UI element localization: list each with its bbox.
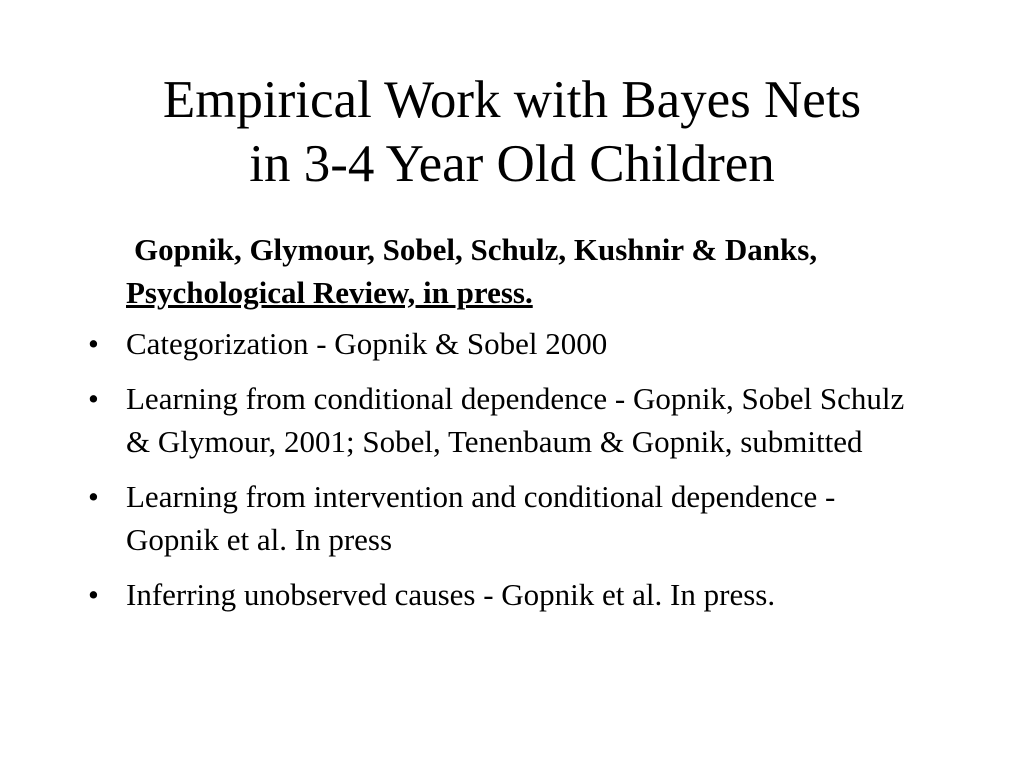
slide-title-line-2: in 3-4 Year Old Children [249,135,775,193]
bullet-list [0,322,1024,628]
slide-title [40,68,984,196]
bullet-text: Learning from conditional dependence - Gopnik, Sobel Schulz & Glymour, 2001; Sobel, Tenenbaum & Gopnik, submitted [126,381,905,459]
bullet-item-intervention [0,475,926,561]
bullet-item-categorization [0,322,926,365]
bullet-text: Learning from intervention and conditional dependence - Gopnik et al. In press [126,479,836,557]
bullet-icon: • [88,577,99,612]
bullet-icon: • [88,381,99,416]
citation-authors: Gopnik, Glymour, Sobel, Schulz, Kushnir & Danks, [134,232,818,267]
bullet-item-unobserved-causes [0,573,926,616]
bullet-icon: • [88,479,99,514]
bullet-item-conditional-dependence [0,377,926,463]
bullet-text: Categorization - Gopnik & Sobel 2000 [126,326,608,361]
bullet-text: Inferring unobserved causes - Gopnik et al. In press. [126,577,776,612]
citation [126,228,926,314]
bullet-icon: • [88,326,99,361]
citation-journal: Psychological Review, in press. [126,275,533,310]
slide-title-line-1: Empirical Work with Bayes Nets [162,71,862,129]
